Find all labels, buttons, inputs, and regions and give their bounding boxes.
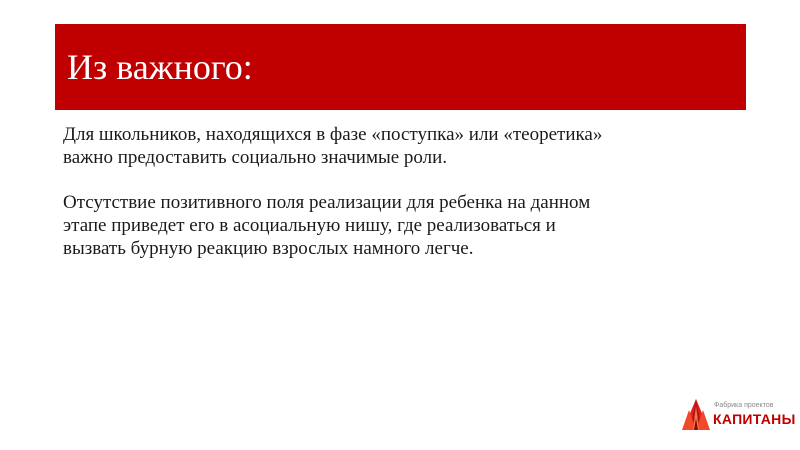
- paragraph-roles: [63, 123, 743, 169]
- brand-name: КАПИТАНЫ: [713, 411, 796, 427]
- paragraph-line: Для школьников, находящихся в фазе «поступка» или «теоретика»: [63, 124, 603, 145]
- peaks-logo-icon: [681, 398, 711, 432]
- paragraph-line: важно предоставить социально значимые роли.: [63, 147, 448, 168]
- paragraph-line: этапе приведет его в асоциальную нишу, где реализоваться и: [63, 215, 556, 236]
- brand-tagline: Фабрика проектов: [714, 402, 774, 409]
- paragraph-asocial-niche: [63, 191, 743, 260]
- slide-body: [63, 123, 743, 260]
- title-band: [55, 24, 746, 110]
- slide-title: Из важного:: [67, 47, 253, 87]
- paragraph-line: Отсутствие позитивного поля реализации для ребенка на данном: [63, 192, 591, 213]
- brand-logo: [681, 396, 796, 436]
- paragraph-line: вызвать бурную реакцию взрослых намного легче.: [63, 238, 474, 259]
- paragraph-spacer: [63, 169, 743, 191]
